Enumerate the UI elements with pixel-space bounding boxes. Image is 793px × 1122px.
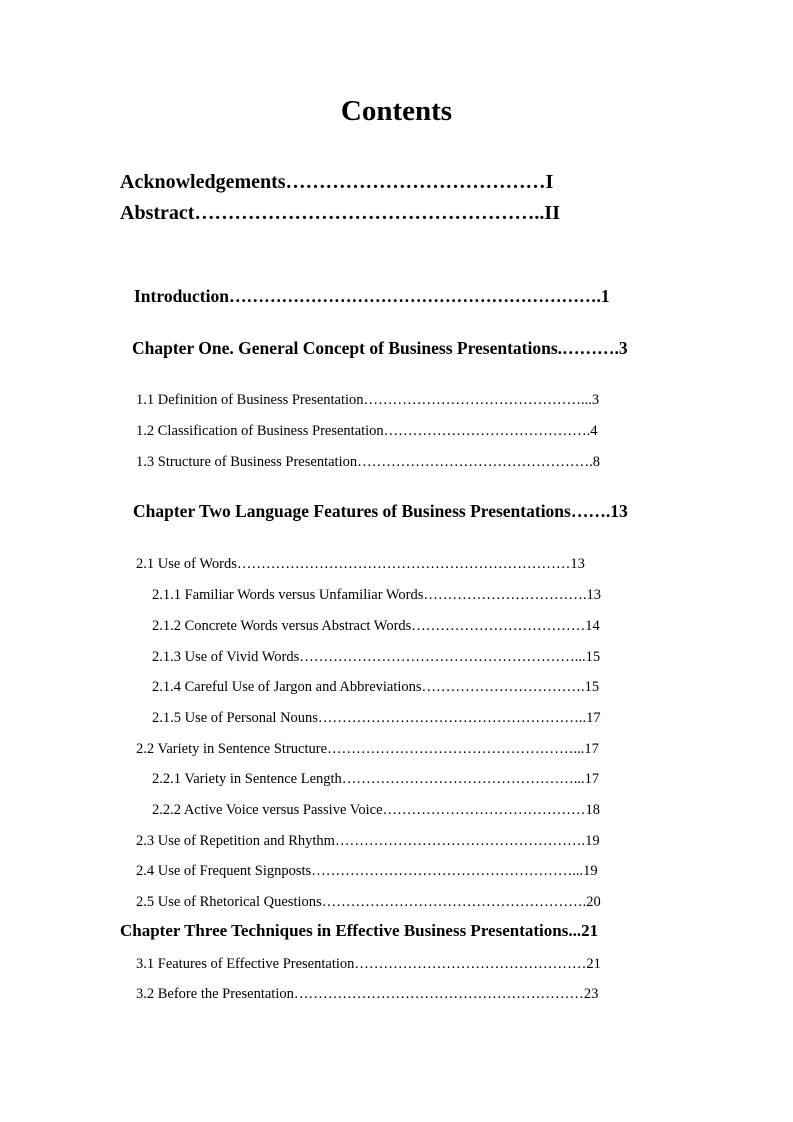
toc-entry-3-2[interactable]: 3.2 Before the Presentation……………………………………………………23 [136, 986, 599, 1002]
toc-entry-2-1-3[interactable]: 2.1.3 Use of Vivid Words…………………………………………………...15 [152, 649, 601, 665]
toc-entry-introduction[interactable]: Introduction……………………………………………………….1 [134, 286, 610, 306]
toc-entry-2-3[interactable]: 2.3 Use of Repetition and Rhythm…………………………………………….19 [136, 833, 600, 849]
toc-entry-1-2[interactable]: 1.2 Classification of Business Presentation…………………………………….4 [136, 423, 598, 439]
toc-entry-2-1-2[interactable]: 2.1.2 Concrete Words versus Abstract Words………………………………14 [152, 618, 600, 634]
toc-entry-2-1-1[interactable]: 2.1.1 Familiar Words versus Unfamiliar Words…………………………….13 [152, 587, 602, 603]
toc-entry-2-2-2[interactable]: 2.2.2 Active Voice versus Passive Voice……………………………………18 [152, 802, 601, 818]
toc-entry-2-1-5[interactable]: 2.1.5 Use of Personal Nouns………………………………………………..17 [152, 710, 601, 726]
toc-entry-chapter-two[interactable]: Chapter Two Language Features of Business Presentations…….13 [133, 501, 628, 521]
toc-entry-chapter-three[interactable]: Chapter Three Techniques in Effective Business Presentations...21 [120, 921, 599, 940]
toc-entry-1-1[interactable]: 1.1 Definition of Business Presentation………………………………………...3 [136, 392, 600, 408]
toc-entry-2-1[interactable]: 2.1 Use of Words……………………………………………………………13 [136, 556, 585, 572]
toc-entry-2-4[interactable]: 2.4 Use of Frequent Signposts………………………………………………...19 [136, 863, 598, 879]
page-title: Contents [340, 95, 453, 127]
toc-entry-1-3[interactable]: 1.3 Structure of Business Presentation………………………………………….8 [136, 454, 600, 470]
toc-entry-acknowledgements[interactable]: Acknowledgements…………………………………I [120, 171, 554, 193]
toc-entry-2-1-4[interactable]: 2.1.4 Careful Use of Jargon and Abbreviations…………………………….15 [152, 679, 600, 695]
toc-entry-2-5[interactable]: 2.5 Use of Rhetorical Questions……………………………………………….20 [136, 894, 601, 910]
toc-entry-abstract[interactable]: Abstract……………………………………………..II [120, 202, 560, 224]
toc-entry-chapter-one[interactable]: Chapter One. General Concept of Business Presentations.……….3 [132, 338, 628, 358]
toc-entry-3-1[interactable]: 3.1 Features of Effective Presentation…………………………………………21 [136, 956, 601, 972]
toc-entry-2-2[interactable]: 2.2 Variety in Sentence Structure……………………………………………...17 [136, 741, 599, 757]
toc-entry-2-2-1[interactable]: 2.2.1 Variety in Sentence Length…………………………………………...17 [152, 771, 600, 787]
